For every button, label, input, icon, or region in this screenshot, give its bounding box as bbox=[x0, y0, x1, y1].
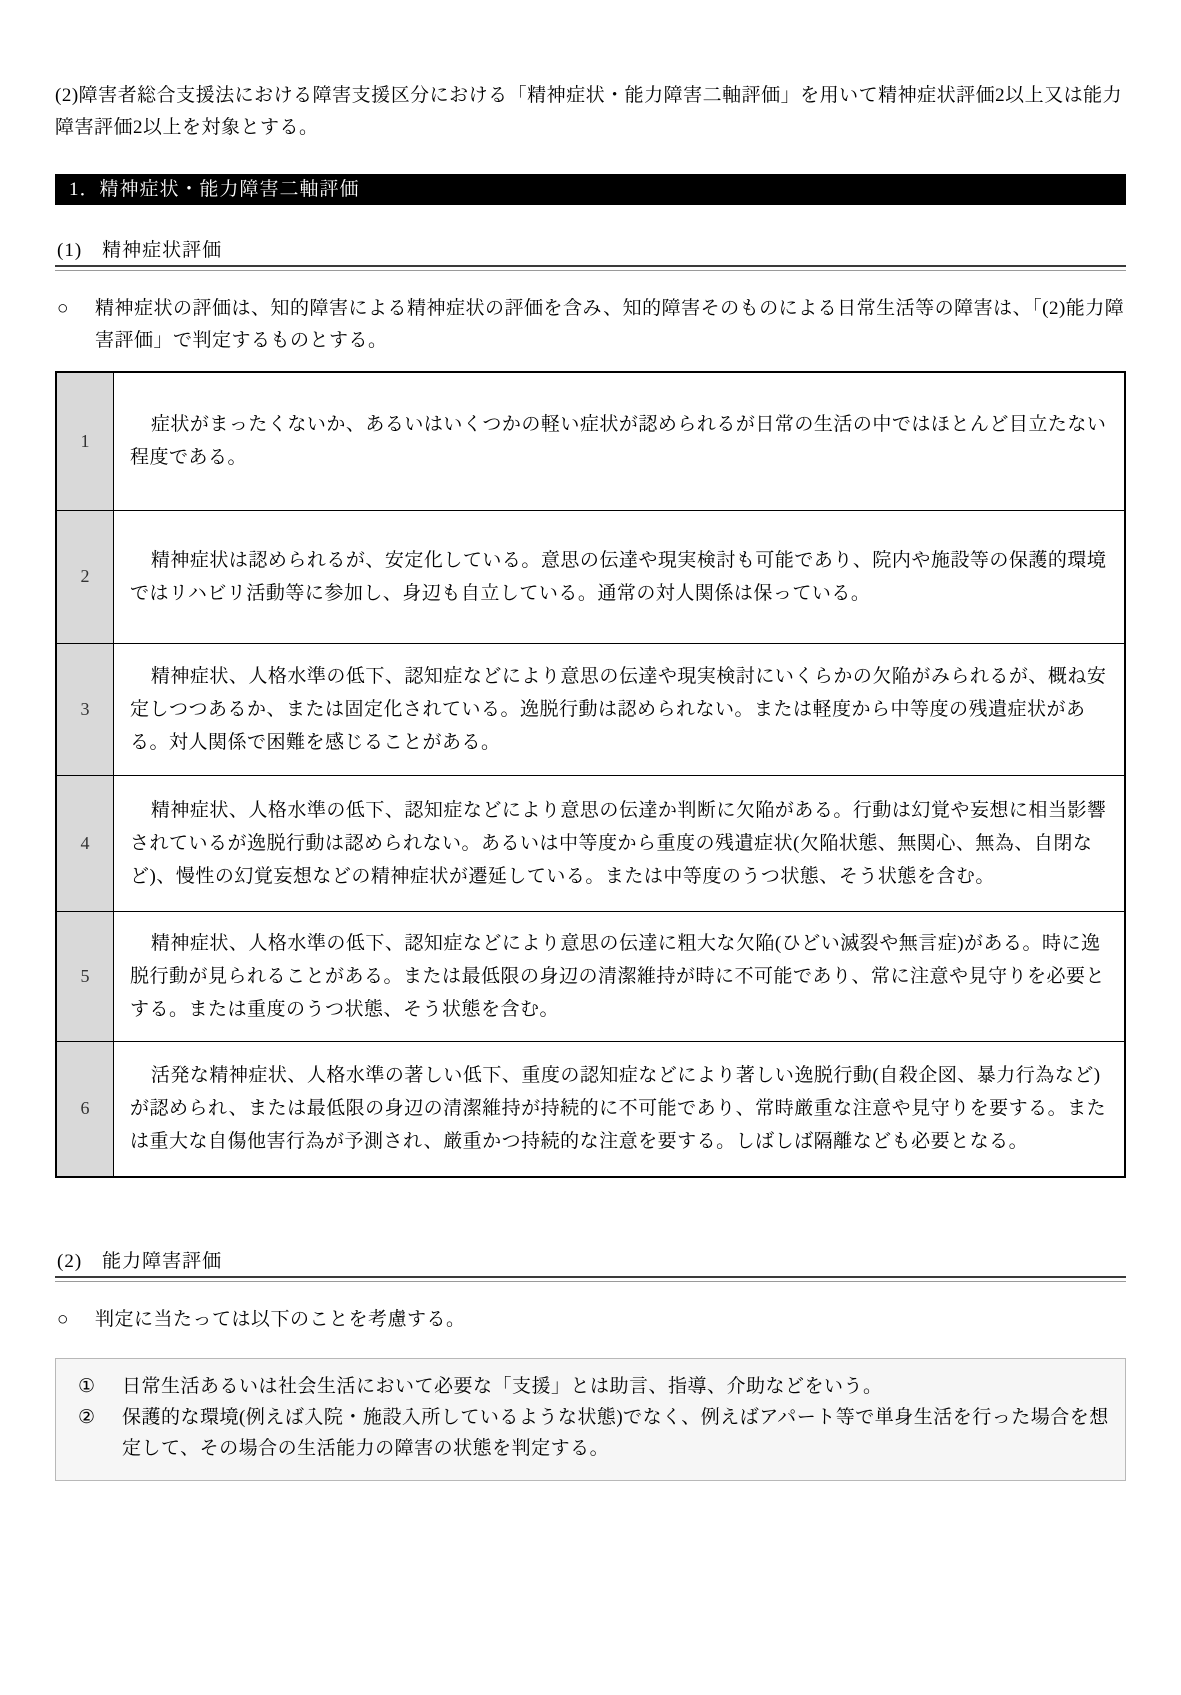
table-row bbox=[56, 775, 1125, 911]
rating-description: 精神症状、人格水準の低下、認知症などにより意思の伝達か判断に欠陥がある。行動は幻覚や妄想に相当影響されているが逸脱行動は認められない。あるいは中等度から重度の残遺症状(欠陥状態、無関心、無為、自閉など)、慢性の幻覚妄想などの精神症状が遷延している。または中等度のうつ状態、そう状態を含む。 bbox=[130, 799, 1107, 887]
rating-level: 1 bbox=[56, 372, 114, 510]
rating-description-cell bbox=[114, 643, 1126, 775]
section2-heading-text: (2) 能力障害評価 bbox=[55, 1246, 1126, 1278]
circle-bullet-icon: ○ bbox=[57, 298, 69, 319]
section1-heading-text: (1) 精神症状評価 bbox=[55, 235, 1126, 267]
section2-heading bbox=[55, 1246, 1126, 1282]
list-item bbox=[70, 1371, 1111, 1402]
section2-note bbox=[55, 1304, 1126, 1336]
rating-description-cell bbox=[114, 1041, 1126, 1177]
section1-note bbox=[55, 293, 1126, 357]
consideration-box bbox=[55, 1358, 1126, 1481]
section2-note-text: 判定に当たっては以下のことを考慮する。 bbox=[95, 1309, 466, 1330]
rating-description-cell bbox=[114, 911, 1126, 1041]
table-row bbox=[56, 643, 1125, 775]
rating-description: 活発な精神症状、人格水準の著しい低下、重度の認知症などにより著しい逸脱行動(自殺企図、暴力行為など)が認められ、または最低限の身辺の清潔維持が持続的に不可能であり、常時厳重な注意や見守りを要する。または重大な自傷他害行為が予測され、厳重かつ持続的な注意を要する。しばしば隔離なども必要となる。 bbox=[130, 1065, 1107, 1153]
table-row bbox=[56, 911, 1125, 1041]
circle-bullet-icon: ○ bbox=[57, 1309, 69, 1330]
table-row bbox=[56, 510, 1125, 643]
section1-heading bbox=[55, 235, 1126, 271]
table-row bbox=[56, 1041, 1125, 1177]
list-item bbox=[70, 1402, 1111, 1464]
rating-level: 2 bbox=[56, 510, 114, 643]
rating-description: 精神症状、人格水準の低下、認知症などにより意思の伝達に粗大な欠陥(ひどい滅裂や無言症)がある。時に逸脱行動が見られることがある。または最低限の身辺の清潔維持が時に不可能であり、常に注意や見守りを必要とする。または重度のうつ状態、そう状態を含む。 bbox=[130, 932, 1106, 1020]
rating-description-cell bbox=[114, 372, 1126, 510]
rating-level: 6 bbox=[56, 1041, 114, 1177]
rating-description: 精神症状、人格水準の低下、認知症などにより意思の伝達や現実検討にいくらかの欠陥がみられるが、概ね安定しつつあるか、または固定化されている。逸脱行動は認められない。または軽度から中等度の残遺症状がある。対人関係で困難を感じることがある。 bbox=[130, 665, 1107, 753]
rating-description: 精神症状は認められるが、安定化している。意思の伝達や現実検討も可能であり、院内や施設等の保護的環境ではリハビリ活動等に参加し、身辺も自立している。通常の対人関係は保っている。 bbox=[130, 549, 1107, 604]
rating-description-cell bbox=[114, 510, 1126, 643]
rating-level: 3 bbox=[56, 643, 114, 775]
table-row bbox=[56, 372, 1125, 510]
intro-paragraph: (2)障害者総合支援法における障害支援区分における「精神症状・能力障害二軸評価」を用いて精神症状評価2以上又は能力障害評価2以上を対象とする。 bbox=[55, 85, 1123, 138]
rating-level: 4 bbox=[56, 775, 114, 911]
rating-level: 5 bbox=[56, 911, 114, 1041]
item-text: 日常生活あるいは社会生活において必要な「支援」とは助言、指導、介助などをいう。 bbox=[122, 1376, 883, 1397]
main-heading-bar: 1．精神症状・能力障害二軸評価 bbox=[55, 174, 1126, 205]
symptom-rating-table bbox=[55, 371, 1126, 1178]
rating-description: 症状がまったくないか、あるいはいくつかの軽い症状が認められるが日常の生活の中ではほとんど目立たない程度である。 bbox=[130, 414, 1107, 469]
item-text: 保護的な環境(例えば入院・施設入所しているような状態)でなく、例えばアパート等で単身生活を行った場合を想定して、その場合の生活能力の障害の状態を判定する。 bbox=[122, 1407, 1109, 1459]
section1-note-text: 精神症状の評価は、知的障害による精神症状の評価を含み、知的障害そのものによる日常生活等の障害は、「(2)能力障害評価」で判定するものとする。 bbox=[95, 298, 1125, 351]
rating-description-cell bbox=[114, 775, 1126, 911]
item-number: ② bbox=[78, 1407, 96, 1428]
item-number: ① bbox=[78, 1376, 96, 1397]
